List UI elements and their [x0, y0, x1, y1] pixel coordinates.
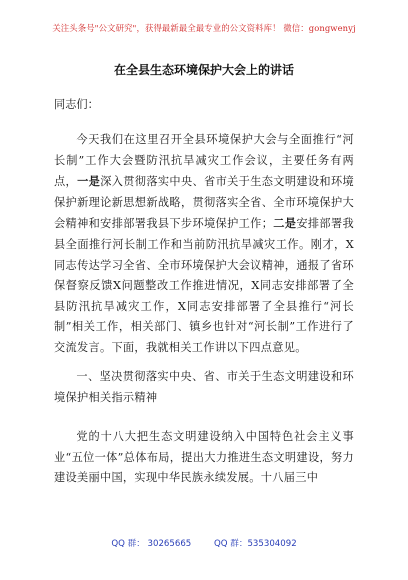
- header-note: 关注头条号"公文研究"，获得最新最全最专业的公文资料库！ 微信：gongwenyj: [52, 23, 356, 33]
- paragraph-section-1: 党的十八大把生态文明建设纳入中国特色社会主义事业“五位一体”总体布局，提出大力推进生态文明建设，努力建设美丽中国，实现中华民族永续发展。十八届三中: [54, 430, 354, 485]
- intro-text-1: 今天我们在这里召开全县环境保护大会与全面推行“河长制”工作大会暨防汛抗旱减灾工作会议，主要任务有两点，: [54, 133, 354, 189]
- intro-text-2: 深入贯彻落实中央、省市关于生态文明建设和环境保护新理论新思想新战略，贯彻落实全省、全市环境保护大会精神和安排部署我县下步环境保护工作；: [54, 175, 355, 231]
- section-heading-1: 一、坚决贯彻落实中央、省、市关于生态文明建设和环境保护相关指示精神: [54, 370, 354, 404]
- intro-text-3: 安排部署我县全面推行河长制工作和当前防汛抗旱减灾工作。刚才，X同志传达学习全省、全市环境保护大会议精神，通报了省环保督察反馈X问题整改工作推进情况，X同志安排部署了全县防汛抗旱减灾工作，X同志安排部署了全县推行“河长制”相关工作，相关部门、镇乡也针对“河长制”工作进行了交流发言。下面，我就相关工作讲以下四点意见。: [54, 217, 354, 354]
- paragraph-intro: [54, 130, 354, 359]
- footer-qq-groups: [0, 537, 408, 549]
- qq-group-2: QQ 群：535304092: [214, 539, 297, 549]
- intro-bold-2: 二是: [273, 216, 297, 231]
- page-title: 在全县生态环境保护大会上的讲话: [113, 63, 294, 77]
- qq-group-1: QQ 群： 30265665: [111, 539, 192, 549]
- greeting: 同志们：: [54, 98, 99, 111]
- intro-bold-1: 一是: [77, 174, 101, 189]
